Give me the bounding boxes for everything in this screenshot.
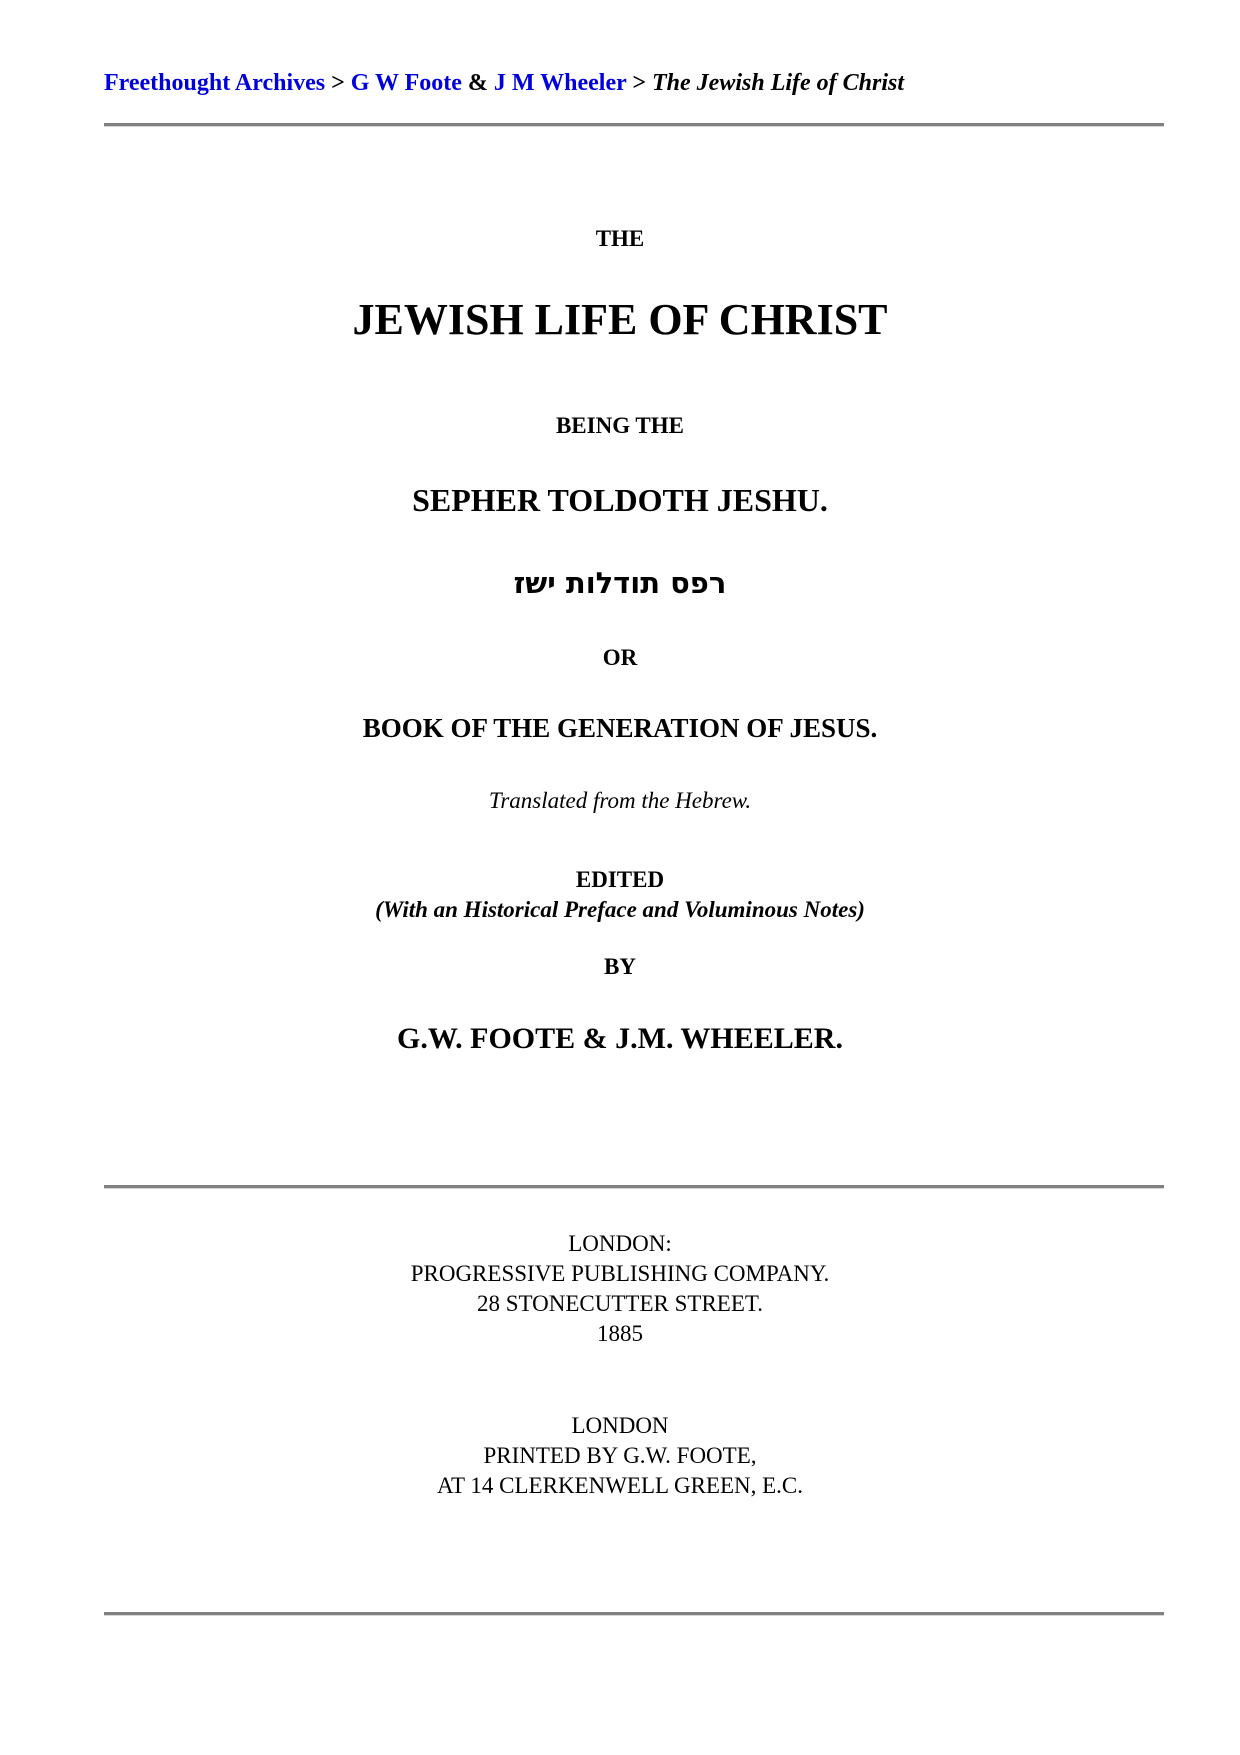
edited-label: EDITED	[575, 867, 665, 892]
horizontal-rule-bottom	[104, 1612, 1164, 1616]
title-the: THE	[595, 226, 645, 251]
publisher-line: 28 STONECUTTER STREET.	[476, 1291, 763, 1316]
authors: G.W. FOOTE & J.M. WHEELER.	[397, 1022, 843, 1055]
translated-note: Translated from the Hebrew.	[488, 788, 752, 813]
breadcrumb	[104, 70, 904, 97]
breadcrumb-link-j-m-wheeler[interactable]: J M Wheeler	[493, 70, 627, 96]
subtitle-book-of-generation: BOOK OF THE GENERATION OF JESUS.	[362, 713, 878, 743]
breadcrumb-separator: >	[632, 70, 647, 96]
page-title: JEWISH LIFE OF CHRIST	[352, 295, 888, 344]
horizontal-rule-top	[104, 123, 1164, 127]
publisher-year: 1885	[597, 1321, 643, 1346]
printer-line: PRINTED BY G.W. FOOTE,	[483, 1443, 757, 1468]
publisher-line: LONDON:	[568, 1231, 672, 1256]
publisher-line: PROGRESSIVE PUBLISHING COMPANY.	[410, 1261, 830, 1286]
printer-block	[0, 1411, 1240, 1501]
edited-note: (With an Historical Preface and Voluminous Notes)	[375, 897, 865, 922]
publisher-block	[0, 1229, 1240, 1349]
subtitle-or: OR	[602, 645, 638, 670]
breadcrumb-link-freethought-archives[interactable]: Freethought Archives	[104, 70, 326, 96]
subtitle-being-the: BEING THE	[555, 413, 685, 438]
printer-line: AT 14 CLERKENWELL GREEN, E.C.	[436, 1473, 804, 1498]
breadcrumb-link-g-w-foote[interactable]: G W Foote	[350, 70, 462, 96]
printer-line: LONDON	[571, 1413, 669, 1438]
breadcrumb-ampersand: &	[467, 70, 488, 96]
horizontal-rule-middle	[104, 1185, 1164, 1189]
by-label: BY	[604, 954, 636, 979]
subtitle-sepher-toldoth-jeshu: SEPHER TOLDOTH JESHU.	[412, 482, 828, 518]
breadcrumb-separator: >	[331, 70, 345, 96]
hebrew-title: רפס תודלות ישז	[513, 566, 727, 600]
breadcrumb-current-page: The Jewish Life of Christ	[652, 70, 905, 96]
